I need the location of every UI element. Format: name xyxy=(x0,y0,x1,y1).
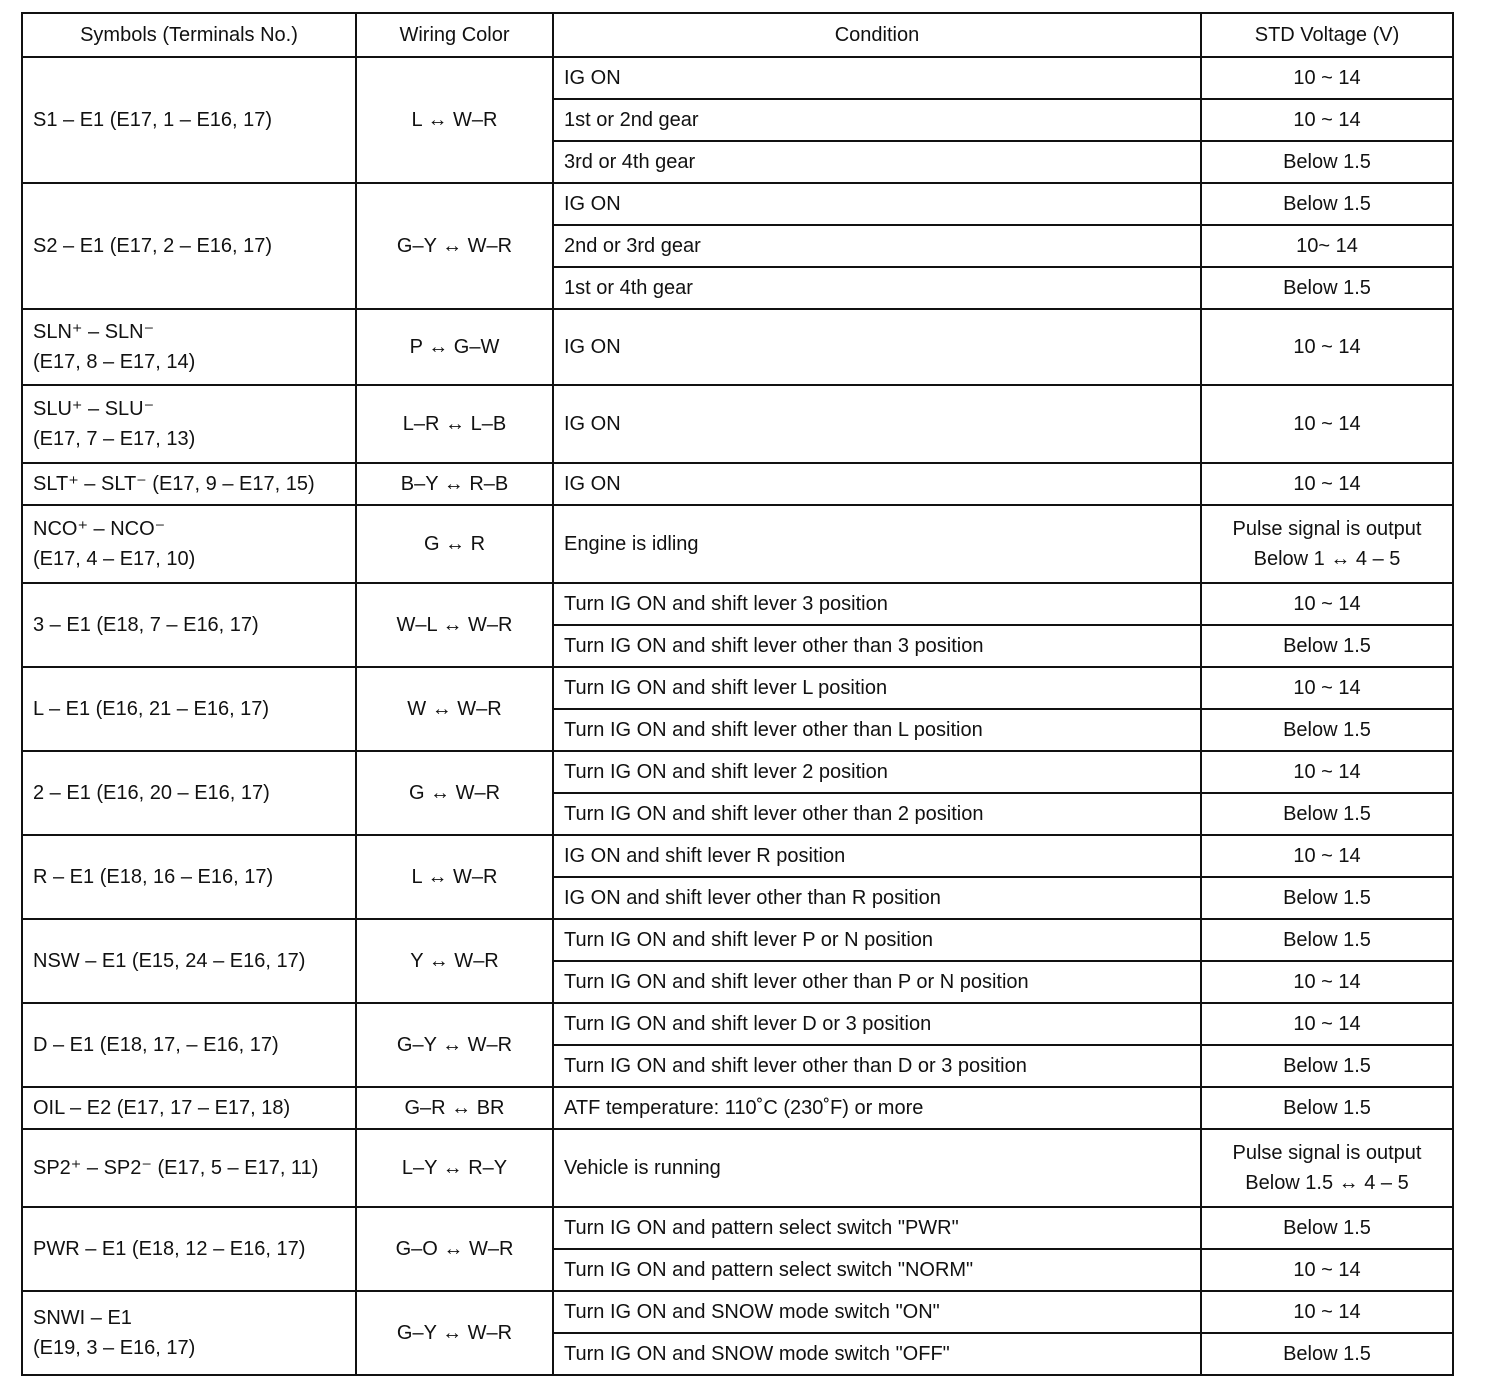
voltage-text: 10 ~ 14 xyxy=(1293,677,1361,699)
table-row xyxy=(22,463,1453,505)
std-voltage-cell xyxy=(1201,385,1453,463)
table-row xyxy=(22,1003,1453,1045)
table-row xyxy=(22,919,1453,961)
voltage-text: Below 1.5 xyxy=(1283,1217,1371,1239)
table-row xyxy=(22,1087,1453,1129)
condition-cell: IG ON xyxy=(553,57,1201,99)
header-wiring-color: Wiring Color xyxy=(356,13,553,57)
condition-cell: Vehicle is running xyxy=(553,1129,1201,1207)
table-row xyxy=(22,57,1453,99)
symbol-cell xyxy=(22,1003,356,1087)
voltage-text: Below 1.5 xyxy=(1283,1055,1371,1077)
voltage-text: 10 ~ 14 xyxy=(1293,971,1361,993)
symbol-text: D – E1 (E18, 17, – E16, 17) xyxy=(33,1034,279,1056)
symbol-text: SLU⁺ – SLU⁻ xyxy=(33,398,155,420)
voltage-text: Below 1.5 xyxy=(1283,1343,1371,1365)
symbol-text: S2 – E1 (E17, 2 – E16, 17) xyxy=(33,235,273,257)
condition-cell: Turn IG ON and shift lever 3 position xyxy=(553,583,1201,625)
std-voltage-cell xyxy=(1201,1291,1453,1333)
std-voltage-cell xyxy=(1201,919,1453,961)
condition-cell: Turn IG ON and shift lever other than 2 position xyxy=(553,793,1201,835)
voltage-text: Below 1.5 xyxy=(1283,277,1371,299)
std-voltage-cell xyxy=(1201,141,1453,183)
symbol-cell xyxy=(22,751,356,835)
std-voltage-cell xyxy=(1201,309,1453,385)
condition-cell: Turn IG ON and SNOW mode switch "OFF" xyxy=(553,1333,1201,1375)
table-row xyxy=(22,835,1453,877)
symbol-text: L – E1 (E16, 21 – E16, 17) xyxy=(33,698,270,720)
voltage-text: 10 ~ 14 xyxy=(1293,1301,1361,1323)
symbol-text: (E17, 8 – E17, 14) xyxy=(33,351,196,373)
symbol-text: SLT⁺ – SLT⁻ (E17, 9 – E17, 15) xyxy=(33,473,315,495)
condition-cell: 2nd or 3rd gear xyxy=(553,225,1201,267)
voltage-text: Below 1.5 xyxy=(1283,719,1371,741)
wiring-color-cell: G–R ↔ BR xyxy=(356,1087,553,1129)
std-voltage-cell xyxy=(1201,625,1453,667)
table-row xyxy=(22,751,1453,793)
table-row xyxy=(22,183,1453,225)
symbol-cell xyxy=(22,919,356,1003)
condition-cell: Turn IG ON and shift lever L position xyxy=(553,667,1201,709)
std-voltage-cell xyxy=(1201,183,1453,225)
symbol-cell xyxy=(22,1207,356,1291)
condition-cell: Turn IG ON and pattern select switch "NORM" xyxy=(553,1249,1201,1291)
std-voltage-cell xyxy=(1201,709,1453,751)
terminal-voltage-table-container xyxy=(21,12,1454,1376)
symbol-text: PWR – E1 (E18, 12 – E16, 17) xyxy=(33,1238,306,1260)
symbol-cell xyxy=(22,57,356,183)
wiring-color-cell: G–O ↔ W–R xyxy=(356,1207,553,1291)
wiring-color-cell: G ↔ R xyxy=(356,505,553,583)
std-voltage-cell xyxy=(1201,667,1453,709)
symbol-cell xyxy=(22,835,356,919)
header-condition: Condition xyxy=(553,13,1201,57)
symbol-text: (E17, 4 – E17, 10) xyxy=(33,548,196,570)
condition-cell: Turn IG ON and shift lever P or N position xyxy=(553,919,1201,961)
voltage-text: 10~ 14 xyxy=(1296,235,1358,257)
std-voltage-cell xyxy=(1201,463,1453,505)
condition-cell: 1st or 2nd gear xyxy=(553,99,1201,141)
condition-cell: IG ON xyxy=(553,385,1201,463)
voltage-text: 10 ~ 14 xyxy=(1293,67,1361,89)
std-voltage-cell xyxy=(1201,835,1453,877)
table-row xyxy=(22,1207,1453,1249)
std-voltage-cell xyxy=(1201,505,1453,583)
header-row xyxy=(22,13,1453,57)
wiring-color-cell: G–Y ↔ W–R xyxy=(356,1291,553,1375)
std-voltage-cell xyxy=(1201,751,1453,793)
voltage-text: Below 1.5 xyxy=(1283,635,1371,657)
terminal-voltage-table xyxy=(21,12,1454,1376)
voltage-text: 10 ~ 14 xyxy=(1293,1259,1361,1281)
condition-cell: Turn IG ON and shift lever 2 position xyxy=(553,751,1201,793)
std-voltage-cell xyxy=(1201,1249,1453,1291)
voltage-text: 10 ~ 14 xyxy=(1293,845,1361,867)
voltage-text: 10 ~ 14 xyxy=(1293,109,1361,131)
wiring-color-cell: W–L ↔ W–R xyxy=(356,583,553,667)
symbol-cell xyxy=(22,463,356,505)
symbol-text: 3 – E1 (E18, 7 – E16, 17) xyxy=(33,614,259,636)
condition-cell: Engine is idling xyxy=(553,505,1201,583)
voltage-text: Pulse signal is output xyxy=(1232,518,1422,540)
symbol-text: NCO⁺ – NCO⁻ xyxy=(33,518,166,540)
std-voltage-cell xyxy=(1201,877,1453,919)
symbol-cell xyxy=(22,1129,356,1207)
condition-cell: IG ON and shift lever R position xyxy=(553,835,1201,877)
voltage-text: Below 1.5 xyxy=(1283,929,1371,951)
symbol-cell xyxy=(22,183,356,309)
voltage-text: 10 ~ 14 xyxy=(1293,1013,1361,1035)
std-voltage-cell xyxy=(1201,225,1453,267)
voltage-text: Below 1.5 xyxy=(1283,1097,1371,1119)
symbol-text: 2 – E1 (E16, 20 – E16, 17) xyxy=(33,782,270,804)
condition-cell: IG ON and shift lever other than R position xyxy=(553,877,1201,919)
wiring-color-cell: L ↔ W–R xyxy=(356,835,553,919)
std-voltage-cell xyxy=(1201,57,1453,99)
std-voltage-cell xyxy=(1201,99,1453,141)
condition-cell: 1st or 4th gear xyxy=(553,267,1201,309)
voltage-text: 10 ~ 14 xyxy=(1293,761,1361,783)
condition-cell: IG ON xyxy=(553,309,1201,385)
std-voltage-cell xyxy=(1201,1333,1453,1375)
std-voltage-cell xyxy=(1201,1087,1453,1129)
symbol-cell xyxy=(22,1087,356,1129)
table-body xyxy=(22,57,1453,1375)
symbol-cell xyxy=(22,505,356,583)
std-voltage-cell xyxy=(1201,1129,1453,1207)
wiring-color-cell: B–Y ↔ R–B xyxy=(356,463,553,505)
table-row xyxy=(22,667,1453,709)
symbol-text: SNWI – E1 xyxy=(33,1307,132,1329)
std-voltage-cell xyxy=(1201,961,1453,1003)
wiring-color-cell: Y ↔ W–R xyxy=(356,919,553,1003)
symbol-text: R – E1 (E18, 16 – E16, 17) xyxy=(33,866,274,888)
condition-cell: Turn IG ON and shift lever other than D or 3 position xyxy=(553,1045,1201,1087)
symbol-text: NSW – E1 (E15, 24 – E16, 17) xyxy=(33,950,306,972)
symbol-text: OIL – E2 (E17, 17 – E17, 18) xyxy=(33,1097,291,1119)
symbol-cell xyxy=(22,583,356,667)
condition-cell: Turn IG ON and SNOW mode switch "ON" xyxy=(553,1291,1201,1333)
header-symbols: Symbols (Terminals No.) xyxy=(22,13,356,57)
condition-cell: Turn IG ON and shift lever other than L position xyxy=(553,709,1201,751)
wiring-color-cell: P ↔ G–W xyxy=(356,309,553,385)
voltage-text: Below 1.5 xyxy=(1283,151,1371,173)
wiring-color-cell: L–R ↔ L–B xyxy=(356,385,553,463)
voltage-text: Below 1.5 ↔ 4 – 5 xyxy=(1245,1172,1409,1194)
std-voltage-cell xyxy=(1201,1045,1453,1087)
std-voltage-cell xyxy=(1201,583,1453,625)
voltage-text: 10 ~ 14 xyxy=(1293,336,1361,358)
wiring-color-cell: G–Y ↔ W–R xyxy=(356,183,553,309)
table-row xyxy=(22,583,1453,625)
std-voltage-cell xyxy=(1201,1207,1453,1249)
symbol-cell xyxy=(22,1291,356,1375)
voltage-text: Below 1.5 xyxy=(1283,803,1371,825)
table-row xyxy=(22,385,1453,463)
std-voltage-cell xyxy=(1201,793,1453,835)
symbol-cell xyxy=(22,667,356,751)
condition-cell: Turn IG ON and shift lever other than 3 position xyxy=(553,625,1201,667)
symbol-cell xyxy=(22,309,356,385)
voltage-text: 10 ~ 14 xyxy=(1293,413,1361,435)
voltage-text: Below 1 ↔ 4 – 5 xyxy=(1253,548,1401,570)
symbol-text: SP2⁺ – SP2⁻ (E17, 5 – E17, 11) xyxy=(33,1157,319,1179)
voltage-text: 10 ~ 14 xyxy=(1293,593,1361,615)
symbol-cell xyxy=(22,385,356,463)
wiring-color-cell: L ↔ W–R xyxy=(356,57,553,183)
condition-cell: Turn IG ON and shift lever other than P or N position xyxy=(553,961,1201,1003)
voltage-text: Below 1.5 xyxy=(1283,887,1371,909)
table-row xyxy=(22,1129,1453,1207)
symbol-text: (E17, 7 – E17, 13) xyxy=(33,428,196,450)
std-voltage-cell xyxy=(1201,1003,1453,1045)
table-row xyxy=(22,505,1453,583)
condition-cell: ATF temperature: 110˚C (230˚F) or more xyxy=(553,1087,1201,1129)
wiring-color-cell: L–Y ↔ R–Y xyxy=(356,1129,553,1207)
header-std-voltage: STD Voltage (V) xyxy=(1201,13,1453,57)
condition-cell: IG ON xyxy=(553,183,1201,225)
wiring-color-cell: G ↔ W–R xyxy=(356,751,553,835)
condition-cell: IG ON xyxy=(553,463,1201,505)
condition-cell: 3rd or 4th gear xyxy=(553,141,1201,183)
wiring-color-cell: W ↔ W–R xyxy=(356,667,553,751)
symbol-text: SLN⁺ – SLN⁻ xyxy=(33,321,155,343)
table-row xyxy=(22,309,1453,385)
symbol-text: S1 – E1 (E17, 1 – E16, 17) xyxy=(33,109,273,131)
condition-cell: Turn IG ON and pattern select switch "PWR" xyxy=(553,1207,1201,1249)
symbol-text: (E19, 3 – E16, 17) xyxy=(33,1337,196,1359)
voltage-text: Pulse signal is output xyxy=(1232,1142,1422,1164)
wiring-color-cell: G–Y ↔ W–R xyxy=(356,1003,553,1087)
voltage-text: 10 ~ 14 xyxy=(1293,473,1361,495)
voltage-text: Below 1.5 xyxy=(1283,193,1371,215)
table-row xyxy=(22,1291,1453,1333)
condition-cell: Turn IG ON and shift lever D or 3 position xyxy=(553,1003,1201,1045)
std-voltage-cell xyxy=(1201,267,1453,309)
